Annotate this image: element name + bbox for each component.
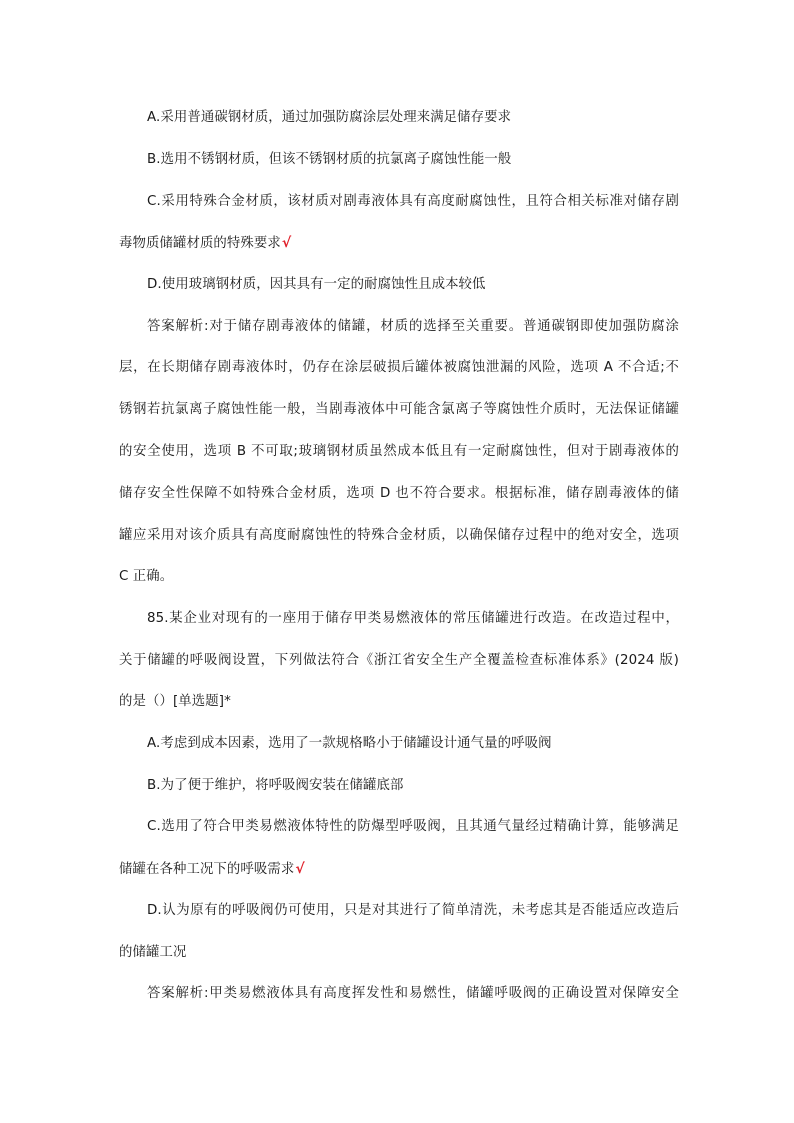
paragraph-line xyxy=(119,442,679,462)
line-text: 的安全使用，选项 B 不可取;玻璃钢材质虽然成本低且有一定耐腐蚀性，但对于剧毒液体的 xyxy=(119,444,679,459)
line-text: 的是（）[单选题]* xyxy=(119,694,231,709)
line-text: C.选用了符合甲类易燃液体特性的防爆型呼吸阀，且其通气量经过精确计算，能够满足 xyxy=(147,819,679,834)
option-d-line xyxy=(147,275,679,295)
correct-check-mark: √ xyxy=(281,235,292,251)
line-text: D.使用玻璃钢材质，因其具有一定的耐腐蚀性且成本较低 xyxy=(147,277,486,292)
question-line xyxy=(119,651,679,671)
paragraph-line xyxy=(119,567,679,587)
line-text: D.认为原有的呼吸阀仍可使用，只是对其进行了简单清洗，未考虑其是否能适应改造后 xyxy=(147,903,679,918)
paragraph-line xyxy=(119,484,679,504)
line-text: 答案解析:甲类易燃液体具有高度挥发性和易燃性，储罐呼吸阀的正确设置对保障安全 xyxy=(147,986,679,1001)
line-text: 85.某企业对现有的一座用于储存甲类易燃液体的常压储罐进行改造。在改造过程中， xyxy=(147,611,679,626)
paragraph-line xyxy=(119,526,679,546)
line-text: 罐应采用对该介质具有高度耐腐蚀性的特殊合金材质，以确保储存过程中的绝对安全，选项 xyxy=(119,528,679,543)
paragraph-line xyxy=(119,358,679,378)
correct-check-mark: √ xyxy=(295,861,305,877)
option-d-line xyxy=(147,901,679,921)
option-c-continuation xyxy=(119,859,679,880)
line-text: 储存安全性保障不如特殊合金材质，选项 D 也不符合要求。根据标准，储存剧毒液体的储 xyxy=(119,486,679,501)
line-text: 答案解析:对于储存剧毒液体的储罐，材质的选择至关重要。普通碳钢即使加强防腐涂 xyxy=(147,319,679,334)
option-c-continuation xyxy=(119,233,679,254)
option-a-line xyxy=(147,108,679,128)
line-text: 毒物质储罐材质的特殊要求 xyxy=(119,236,281,251)
line-text: 层，在长期储存剧毒液体时，仍存在涂层破损后罐体被腐蚀泄漏的风险，选项 A 不合适;不 xyxy=(119,360,679,375)
line-text: A.考虑到成本因素，选用了一款规格略小于储罐设计通气量的呼吸阀 xyxy=(147,736,552,751)
line-text: C.采用特殊合金材质，该材质对剧毒液体具有高度耐腐蚀性，且符合相关标准对储存剧 xyxy=(147,194,679,209)
option-d-continuation xyxy=(119,943,679,963)
line-text: 关于储罐的呼吸阀设置，下列做法符合《浙江省安全生产全覆盖检查标准体系》(2024 版) xyxy=(119,653,679,668)
paragraph-line xyxy=(119,400,679,420)
line-text: B.选用不锈钢材质，但该不锈钢材质的抗氯离子腐蚀性能一般 xyxy=(147,152,512,167)
line-text: 锈钢若抗氯离子腐蚀性能一般，当剧毒液体中可能含氯离子等腐蚀性介质时，无法保证储罐 xyxy=(119,402,679,417)
option-b-line xyxy=(147,150,679,170)
line-text: A.采用普通碳钢材质，通过加强防腐涂层处理来满足储存要求 xyxy=(147,110,512,125)
option-b-line xyxy=(147,776,679,796)
answer-explanation-line xyxy=(147,317,679,337)
question-85-line xyxy=(147,609,679,629)
line-text: B.为了便于维护，将呼吸阀安装在储罐底部 xyxy=(147,778,404,793)
option-a-line xyxy=(147,734,679,754)
option-c-line xyxy=(147,817,679,837)
answer-explanation-line xyxy=(147,984,679,1004)
line-text: C 正确。 xyxy=(119,569,174,584)
question-line xyxy=(119,692,679,712)
option-c-line xyxy=(147,192,679,212)
line-text: 的储罐工况 xyxy=(119,945,187,960)
line-text: 储罐在各种工况下的呼吸需求 xyxy=(119,862,295,877)
